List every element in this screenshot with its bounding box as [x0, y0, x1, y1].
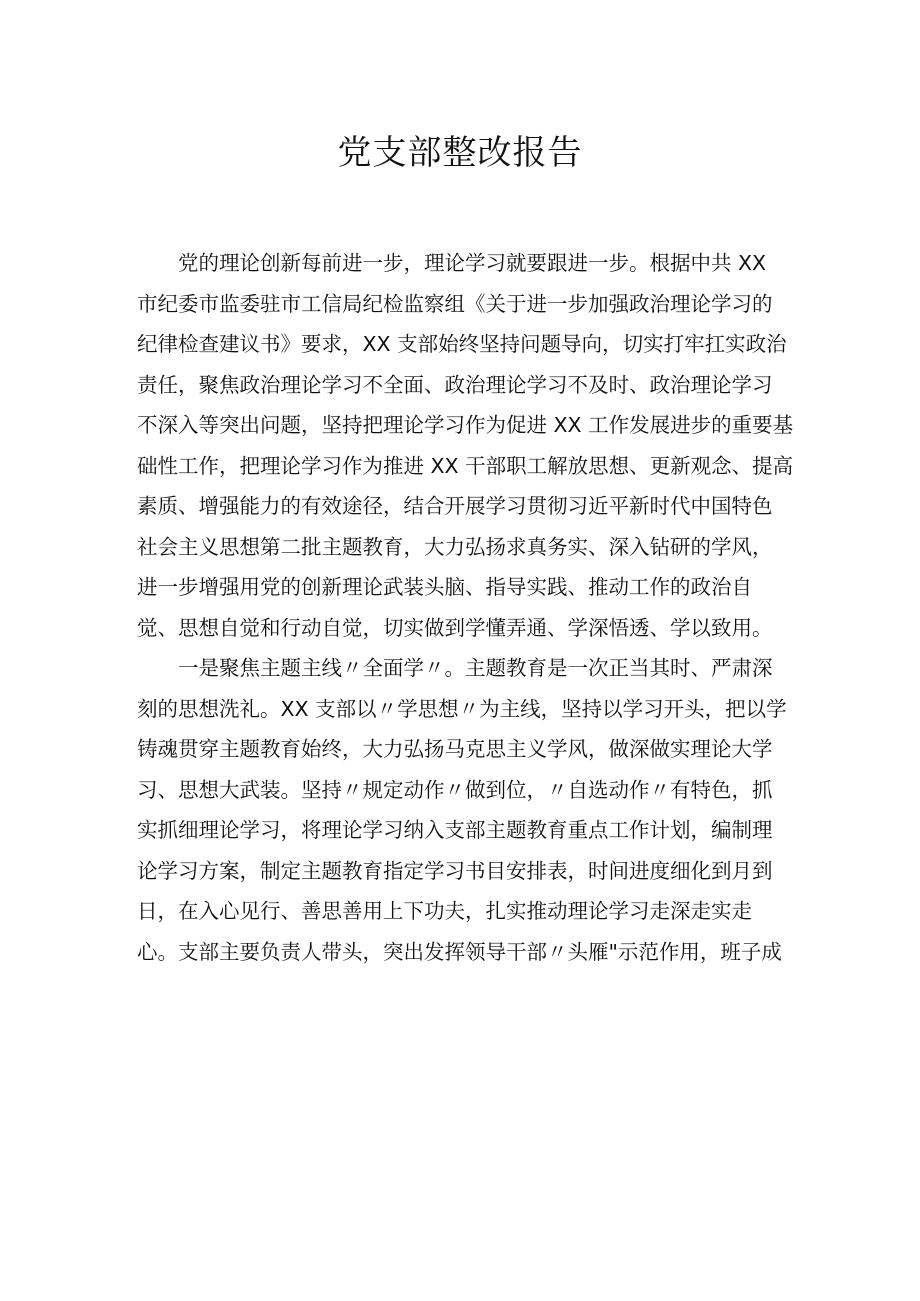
text-line: 纪律检查建议书》要求，XX 支部始终坚持问题导向，切实打牢扛实政治 [137, 332, 787, 356]
text-line: 一是聚焦主题主线〃全面学〃。主题教育是一次正当其时、严肃深 [178, 656, 773, 680]
text-line: 铸魂贯穿主题教育始终，大力弘扬马克思主义学风，做深做实理论大学 [137, 737, 773, 761]
text-line: 责任，聚焦政治理论学习不全面、政治理论学习不及时、政治理论学习 [137, 372, 773, 397]
paragraph-intro [137, 243, 794, 648]
text-line: 市纪委市监委驻市工信局纪检监察组《关于进一步加强政治理论学习的 [137, 291, 773, 316]
text-line: 素质、增强能力的有效途径，结合开展学习贯彻习近平新时代中国特色 [137, 494, 773, 518]
text-line: 觉、思想自觉和行动自觉，切实做到学懂弄通、学深悟透、学以致用。 [137, 615, 773, 640]
text-line: 心。支部主要负责人带头，突出发挥领导干部〃头雁"示范作用，班子成 [137, 939, 782, 964]
text-line: 不深入等突出问题，坚持把理论学习作为促进 XX 工作发展进步的重要基 [137, 413, 794, 437]
text-line: 习、思想大武装。坚持〃规定动作〃做到位，〃自选动作〃有特色，抓 [137, 777, 773, 802]
text-line: 进一步增强用党的创新理论武装头脑、指导实践、推动工作的政治自 [137, 575, 752, 599]
text-line: 实抓细理论学习，将理论学习纳入支部主题教育重点工作计划，编制理 [137, 818, 773, 842]
text-line: 日，在入心见行、善思善用上下功夫，扎实推动理论学习走深走实走 [137, 899, 752, 923]
text-line: 党的理论创新每前进一步，理论学习就要跟进一步。根据中共 XX [178, 251, 767, 275]
document-title: 党支部整改报告 [337, 133, 583, 173]
text-line: 社会主义思想第二批主题教育，大力弘扬求真务实、深入钻研的学风， [137, 534, 773, 559]
paragraph-point-one [137, 648, 787, 972]
document-body [137, 243, 794, 972]
text-line: 刻的思想洗礼。XX 支部以〃学思想〃为主线，坚持以学习开头，把以学 [137, 696, 787, 721]
text-line: 础性工作，把理论学习作为推进 XX 干部职工解放思想、更新观念、提高 [137, 453, 794, 478]
text-line: 论学习方案，制定主题教育指定学习书目安排表，时间进度细化到月到 [137, 858, 773, 883]
